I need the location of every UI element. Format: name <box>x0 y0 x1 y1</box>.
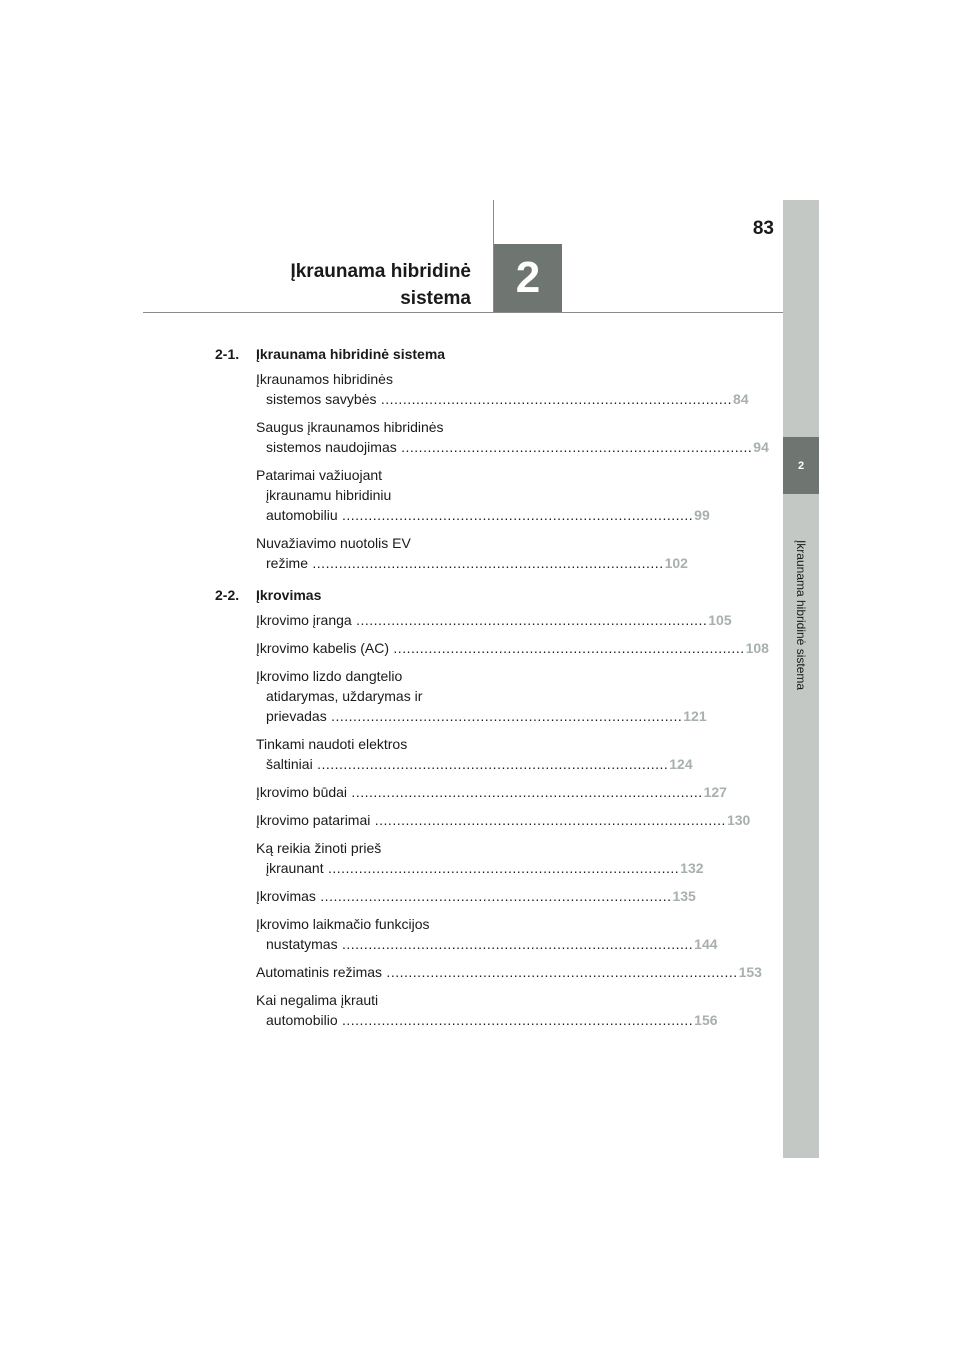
section-heading[interactable] <box>215 587 467 604</box>
toc-entry-text-line: šaltiniai <box>266 756 313 772</box>
toc-entry-text-line: Įkrovimas <box>256 888 316 904</box>
section-title: Įkrovimas <box>256 587 322 603</box>
toc-entry-text-line: Patarimai važiuojant <box>256 467 383 483</box>
toc-leader-dots: ................................................................................ <box>351 612 708 628</box>
toc-entry-text-line: įkraunamu hibridiniu <box>266 487 392 503</box>
toc-entry-text-line: Įkrovimo patarimai <box>256 812 371 828</box>
toc-page-number[interactable]: 144 <box>694 936 718 952</box>
toc-leader-dots: ................................................................................ <box>315 888 672 904</box>
toc-leader-dots: ................................................................................ <box>382 964 738 980</box>
toc-leader-dots: ................................................................................ <box>389 640 745 656</box>
chapter-title <box>200 258 471 312</box>
toc-page-number[interactable]: 105 <box>708 612 732 628</box>
toc-page-number[interactable]: 130 <box>726 812 751 828</box>
toc-entry-text-line: sistemos naudojimas <box>266 439 397 455</box>
toc-leader-dots: ................................................................................ <box>337 936 694 952</box>
toc-entry[interactable] <box>256 810 751 830</box>
toc-entry-text-line: nustatymas <box>266 936 338 952</box>
toc-leader-dots: ................................................................................ <box>308 555 664 571</box>
toc-leader-dots: ................................................................................ <box>312 756 669 772</box>
toc-page-number[interactable]: 121 <box>683 708 707 724</box>
toc-entry[interactable] <box>256 990 718 1030</box>
toc-page-number[interactable]: 108 <box>745 640 769 656</box>
toc-entry-text-line: Ką reikia žinoti prieš <box>256 840 382 856</box>
section-number: 2-1. <box>215 346 240 362</box>
toc-leader-dots: ................................................................................ <box>376 391 733 407</box>
toc-entry-text-line: Tinkami naudoti elektros <box>256 736 408 752</box>
toc-entry[interactable] <box>256 838 704 878</box>
header-horizontal-rule <box>143 312 783 313</box>
toc-entry-text-line: Įkrovimo laikmačio funkcijos <box>256 916 430 932</box>
toc-entry-text-line: įkraunant <box>266 860 324 876</box>
side-tab-active-chapter[interactable]: 2 <box>783 437 819 494</box>
toc-entry-text-line: Įkrovimo būdai <box>256 784 348 800</box>
toc-entry-text-line: Kai negalima įkrauti <box>256 992 379 1008</box>
toc-page-number[interactable]: 127 <box>703 784 727 800</box>
toc-entry[interactable] <box>256 782 727 802</box>
toc-page-number[interactable]: 94 <box>753 439 769 455</box>
toc-leader-dots: ................................................................................ <box>370 812 726 828</box>
toc-leader-dots: ................................................................................ <box>396 439 753 455</box>
toc-entry[interactable] <box>256 886 696 906</box>
toc-entry[interactable] <box>256 962 762 982</box>
section-title: Įkraunama hibridinė sistema <box>256 346 446 362</box>
toc-leader-dots: ................................................................................ <box>326 708 683 724</box>
toc-entry-text-line: sistemos savybės <box>266 391 377 407</box>
toc-entry-text-line: Nuvažiavimo nuotolis EV <box>256 535 411 551</box>
side-tab-label-text: Įkraunama hibridinė sistema <box>794 539 808 691</box>
toc-entry-text-line: automobilio <box>266 1012 338 1028</box>
toc-entry[interactable] <box>256 638 769 658</box>
toc-entry[interactable] <box>256 417 769 457</box>
toc-entry-text-line: Įkraunamos hibridinės <box>256 371 393 387</box>
toc-entry[interactable] <box>256 369 749 409</box>
toc-leader-dots: ................................................................................ <box>337 1012 694 1028</box>
toc-leader-dots: ................................................................................ <box>347 784 703 800</box>
section-number: 2-2. <box>215 587 240 603</box>
toc-entry[interactable] <box>256 734 693 774</box>
toc-page-number[interactable]: 153 <box>738 964 762 980</box>
toc-entry-text-line: atidarymas, uždarymas ir <box>266 688 423 704</box>
section-heading[interactable] <box>215 346 467 363</box>
toc-entry-text-line: Įkrovimo kabelis (AC) <box>256 640 390 656</box>
toc-entry-text-line: Saugus įkraunamos hibridinės <box>256 419 444 435</box>
toc-page-number[interactable]: 124 <box>669 756 693 772</box>
toc-page-number[interactable]: 84 <box>733 391 749 407</box>
toc-leader-dots: ................................................................................ <box>337 507 694 523</box>
toc-entry-text-line: režime <box>266 555 309 571</box>
toc-entry[interactable] <box>256 666 707 726</box>
chapter-title-line-2: sistema <box>400 288 471 309</box>
toc-page-number[interactable]: 99 <box>694 507 710 523</box>
toc-entry-text-line: automobiliu <box>266 507 338 523</box>
side-tab-label <box>795 500 807 730</box>
toc-page-number[interactable]: 156 <box>694 1012 718 1028</box>
toc-leader-dots: ................................................................................ <box>323 860 680 876</box>
toc-entry-text-line: Įkrovimo lizdo dangtelio <box>256 668 403 684</box>
toc-entry[interactable] <box>256 914 718 954</box>
chapter-number-box: 2 <box>494 244 562 312</box>
toc-page-number[interactable]: 132 <box>680 860 704 876</box>
toc-entry[interactable] <box>256 465 710 525</box>
chapter-title-line-1: Įkraunama hibridinė <box>290 261 471 282</box>
toc-entry[interactable] <box>256 610 732 630</box>
toc-entry-text-line: prievadas <box>266 708 327 724</box>
toc-page-number[interactable]: 102 <box>664 555 688 571</box>
toc-entry-text-line: Įkrovimo įranga <box>256 612 352 628</box>
page-number: 83 <box>752 218 774 239</box>
table-of-contents <box>215 346 769 1038</box>
toc-entry-text-line: Automatinis režimas <box>256 964 383 980</box>
toc-page-number[interactable]: 135 <box>672 888 696 904</box>
toc-entry[interactable] <box>256 533 688 573</box>
